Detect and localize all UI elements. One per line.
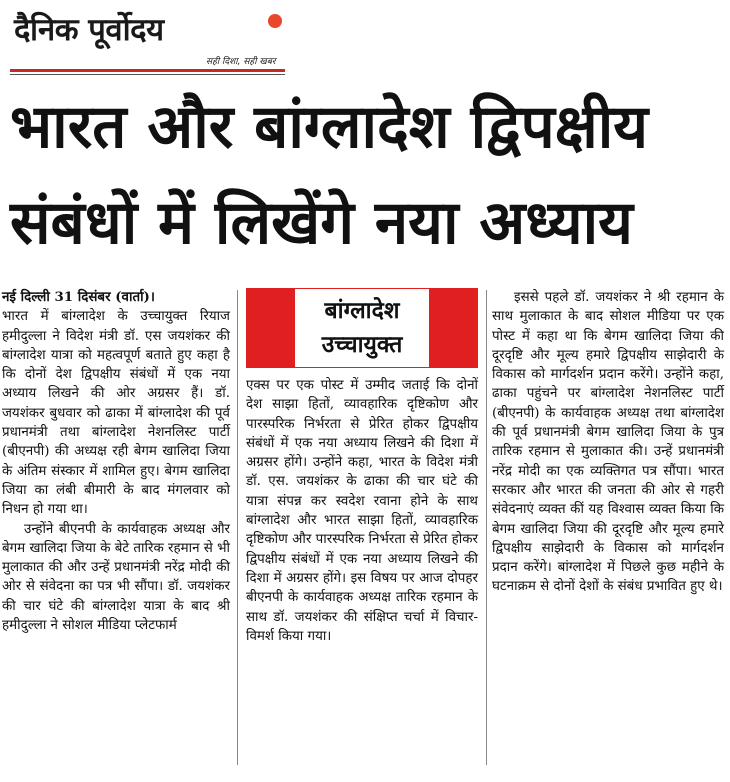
article-paragraph: इससे पहले डॉ. जयशंकर ने श्री रहमान के साथ मुलाकात के बाद सोशल मीडिया पर एक पोस्ट में कहा था कि बेगम खालिदा जिया की दूरदृष्टि और मूल्य हमारे द्विपक्षीय साझेदारी के विकास को मार्गदर्शन प्रदान करेंगे। उन्होंने कहा, ढाका पहुंचने पर बांग्लादेश नेशनलिस्ट पार्टी (बीएनपी) के कार्यवाहक अध्यक्ष तथा बांग्लादेश की पूर्व प्रधानमंत्री बेगम खालिदा जिया के पुत्र तारिक रहमान से मुलाकात की। उन्हें प्रधानमंत्री नरेंद्र मोदी का एक व्यक्तिगत पत्र सौंपा। भारत सरकार और भारत की जनता की ओर से गहरी संवेदनाएं व्यक्त कीं यह विश्वास व्यक्त किया कि बेगम खालिदा जिया की दूरदृष्टि और मूल्य हमारे द्विपक्षीय साझेदारी के विकास को मार्गदर्शन प्रदान करेंगे। बांग्लादेश में पिछले कुछ महीने के घटनाक्रम से दोनों देशों के संबंध प्रभावित हुए थे।: [492, 290, 724, 595]
headline-line-2: संबंधों में लिखेंगे नया अध्याय: [10, 188, 633, 258]
article-column-1: [2, 288, 230, 635]
masthead-rule: [10, 69, 285, 72]
masthead-divider: [10, 74, 285, 75]
article-dateline: नई दिल्ली 31 दिसंबर (वार्ता)।: [2, 289, 155, 305]
kicker-line-1: बांग्लादेश: [324, 298, 400, 324]
masthead: [10, 6, 290, 76]
kicker-line-2: उच्चायुक्त: [321, 332, 403, 358]
article-paragraph: उन्होंने बीएनपी के कार्यवाहक अध्यक्ष और बेगम खालिदा जिया के बेटे तारिक रहमान से भी मुलाकात की और उन्हें प्रधानमंत्री नरेंद्र मोदी की ओर से संवेदना का पत्र भी सौंपा। डॉ. जयशंकर की चार घंटे की बांग्लादेश यात्रा के बाद श्री हमीदुल्ला ने सोशल मीडिया प्लेटफार्म: [2, 521, 230, 634]
column-divider: [237, 290, 238, 765]
newspaper-tagline: सही दिशा, सही खबर: [206, 57, 276, 67]
article-column-2: [246, 376, 478, 646]
sun-logo-icon: [268, 14, 282, 28]
kicker-box: [246, 288, 478, 368]
headline-line-1: भारत और बांग्लादेश द्विपक्षीय: [10, 92, 649, 162]
article-paragraph: एक्स पर एक पोस्ट में उम्मीद जताई कि दोनों देश साझा हितों, व्यावहारिक दृष्टिकोण और पारस्परिक निर्भरता से प्रेरित होकर द्विपक्षीय संबंधों में एक नया अध्याय लिखने की दिशा में अग्रसर होंगे। उन्होंने कहा, भारत के विदेश मंत्री डॉ. एस. जयशंकर के ढाका की चार घंटे की यात्रा संपन्न कर स्वदेश रवाना होने के साथ बांग्लादेश और भारत साझा हितों, व्यावहारिक दृष्टिकोण और पारस्परिक निर्भरता से प्रेरित होकर द्विपक्षीय संबंधों में एक नया अध्याय लिखने की दिशा में अग्रसर होंगे। इस विषय पर आज दोपहर बीएनपी के कार्यवाहक अध्यक्ष तारिक रहमान के साथ डॉ. जयशंकर की संक्षिप्त चर्चा में विचार-विमर्श किया गया।: [246, 378, 478, 644]
article-paragraph: भारत में बांग्लादेश के उच्चायुक्त रियाज हमीदुल्ला ने विदेश मंत्री डॉ. एस जयशंकर की बांग्लादेश यात्रा को महत्वपूर्ण बताते हुए कहा है कि दोनों देश द्विपक्षीय संबंधों में एक नया अध्याय लिखने की ओर अग्रसर हैं। डॉ. जयशंकर बुधवार को ढाका में बांग्लादेश की पूर्व प्रधानमंत्री तथा बांग्लादेश नेशनलिस्ट पार्टी (बीएनपी) की अध्यक्ष रही बेगम खालिदा जिया के अंतिम संस्कार में शामिल हुए। बेगम खालिदा जिया का लंबी बीमारी के बाद मंगलवार को निधन हो गया था।: [2, 309, 230, 518]
kicker-inner: [295, 289, 429, 367]
article-column-3: [492, 288, 724, 597]
newspaper-name: दैनिक पूर्वोदय: [14, 12, 164, 48]
column-divider: [486, 290, 487, 765]
